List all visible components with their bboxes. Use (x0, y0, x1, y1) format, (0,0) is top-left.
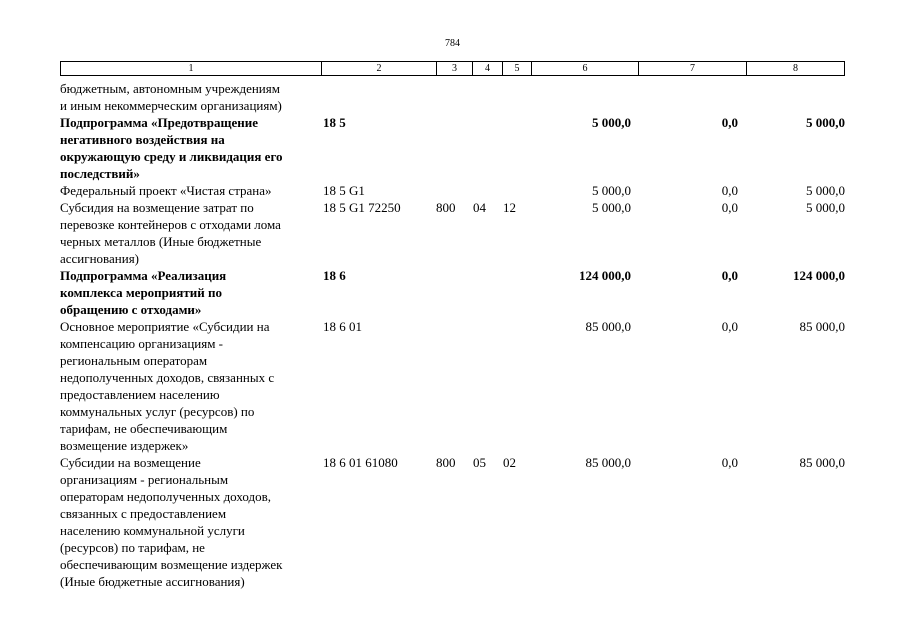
row-name (60, 182, 323, 199)
row-value-6: 5 000,0 (592, 200, 631, 215)
row-value-8: 85 000,0 (799, 319, 845, 334)
row-value-8: 5 000,0 (806, 183, 845, 198)
row-value-6: 5 000,0 (592, 115, 631, 130)
row-col-4 (473, 182, 503, 199)
table-row (60, 454, 850, 590)
row-value-7: 0,0 (721, 200, 738, 215)
row-name (60, 267, 323, 318)
row-code: 18 5 G1 (323, 183, 365, 198)
row-value-6: 85 000,0 (585, 319, 631, 334)
row-name (60, 80, 323, 114)
row-value-8 (738, 80, 845, 114)
header-col-3: 3 (436, 62, 472, 75)
row-value-8: 5 000,0 (806, 115, 845, 130)
row-value-8: 85 000,0 (799, 455, 845, 470)
row-name (60, 318, 323, 454)
row-col-5 (503, 318, 533, 454)
row-code: 18 6 01 (323, 319, 362, 334)
row-name-line: недополученных доходов, связанных с (60, 370, 275, 385)
header-col-2: 2 (321, 62, 436, 75)
page-number: 784 (445, 38, 460, 49)
row-name-line: Субсидия на возмещение затрат по (60, 200, 254, 215)
row-col-4: 05 (473, 455, 486, 470)
row-value-6: 124 000,0 (579, 268, 631, 283)
row-value-6: 85 000,0 (585, 455, 631, 470)
row-col-4 (473, 80, 503, 114)
row-name (60, 454, 323, 590)
row-name-line: (ресурсов) по тарифам, не (60, 540, 205, 555)
row-col-5: 02 (503, 455, 516, 470)
row-col-4 (473, 267, 503, 318)
row-name-line: региональным операторам (60, 353, 208, 368)
header-col-4: 4 (472, 62, 502, 75)
row-name-line: окружающую среду и ликвидация его (60, 149, 283, 164)
row-name-line: Субсидии на возмещение (60, 455, 201, 470)
header-col-7: 7 (638, 62, 746, 75)
row-name-line: негативного воздействия на (60, 132, 225, 147)
row-col-3 (436, 80, 473, 114)
row-col-3: 800 (436, 200, 456, 215)
row-name (60, 114, 323, 182)
table-row (60, 182, 850, 199)
row-name-line: тарифам, не обеспечивающим (60, 421, 228, 436)
row-code: 18 5 (323, 115, 346, 130)
row-name-line: и иным некоммерческим организациям) (60, 98, 282, 113)
row-name-line: Подпрограмма «Предотвращение (60, 115, 259, 130)
row-name-line: связанных с предоставлением (60, 506, 227, 521)
row-code: 18 5 G1 72250 (323, 200, 401, 215)
header-col-5: 5 (502, 62, 531, 75)
row-name-line: предоставлением населению (60, 387, 220, 402)
row-code: 18 6 01 61080 (323, 455, 398, 470)
header-col-8: 8 (746, 62, 844, 75)
row-name-line: (Иные бюджетные ассигнования) (60, 574, 245, 589)
row-name-line: ассигнования) (60, 251, 140, 266)
row-col-4 (473, 318, 503, 454)
row-code: 18 6 (323, 268, 346, 283)
row-value-8: 124 000,0 (793, 268, 845, 283)
row-value-8: 5 000,0 (806, 200, 845, 215)
row-name-line: последствий» (60, 166, 140, 181)
row-col-4: 04 (473, 200, 486, 215)
row-name-line: организациям - региональным (60, 472, 229, 487)
table-row (60, 114, 850, 182)
row-code (323, 80, 436, 114)
table-row (60, 199, 850, 267)
table-body (60, 80, 850, 590)
row-value-7: 0,0 (721, 268, 738, 283)
row-value-7: 0,0 (721, 183, 738, 198)
row-name-line: населению коммунальной услуги (60, 523, 245, 538)
header-col-6: 6 (531, 62, 638, 75)
row-col-5 (503, 267, 533, 318)
row-name-line: возмещение издержек» (60, 438, 189, 453)
table-row (60, 80, 850, 114)
row-name-line: обеспечивающим возмещение издержек (60, 557, 283, 572)
row-col-4 (473, 114, 503, 182)
header-col-1: 1 (188, 63, 194, 74)
table-row (60, 318, 850, 454)
row-value-7 (631, 80, 738, 114)
row-col-5 (503, 80, 533, 114)
row-col-3: 800 (436, 455, 456, 470)
row-name-line: Подпрограмма «Реализация (60, 268, 227, 283)
row-col-3 (436, 267, 473, 318)
row-name (60, 199, 323, 267)
row-col-5 (503, 182, 533, 199)
row-name-line: операторам недополученных доходов, (60, 489, 271, 504)
table-header (60, 61, 845, 76)
row-col-3 (436, 114, 473, 182)
row-col-5 (503, 114, 533, 182)
row-name-line: бюджетным, автономным учреждениям (60, 81, 280, 96)
row-name-line: черных металлов (Иные бюджетные (60, 234, 262, 249)
row-value-7: 0,0 (721, 115, 738, 130)
row-value-6 (533, 80, 631, 114)
row-value-7: 0,0 (721, 319, 738, 334)
row-value-6: 5 000,0 (592, 183, 631, 198)
row-name-line: комплекса мероприятий по (60, 285, 223, 300)
row-name-line: перевозке контейнеров с отходами лома (60, 217, 281, 232)
row-col-3 (436, 182, 473, 199)
row-name-line: коммунальных услуг (ресурсов) по (60, 404, 255, 419)
row-name-line: Основное мероприятие «Субсидии на (60, 319, 270, 334)
row-name-line: обращению с отходами» (60, 302, 202, 317)
row-col-3 (436, 318, 473, 454)
row-name-line: Федеральный проект «Чистая страна» (60, 183, 272, 198)
row-value-7: 0,0 (721, 455, 738, 470)
table-row (60, 267, 850, 318)
row-name-line: компенсацию организациям - (60, 336, 224, 351)
row-col-5: 12 (503, 200, 516, 215)
